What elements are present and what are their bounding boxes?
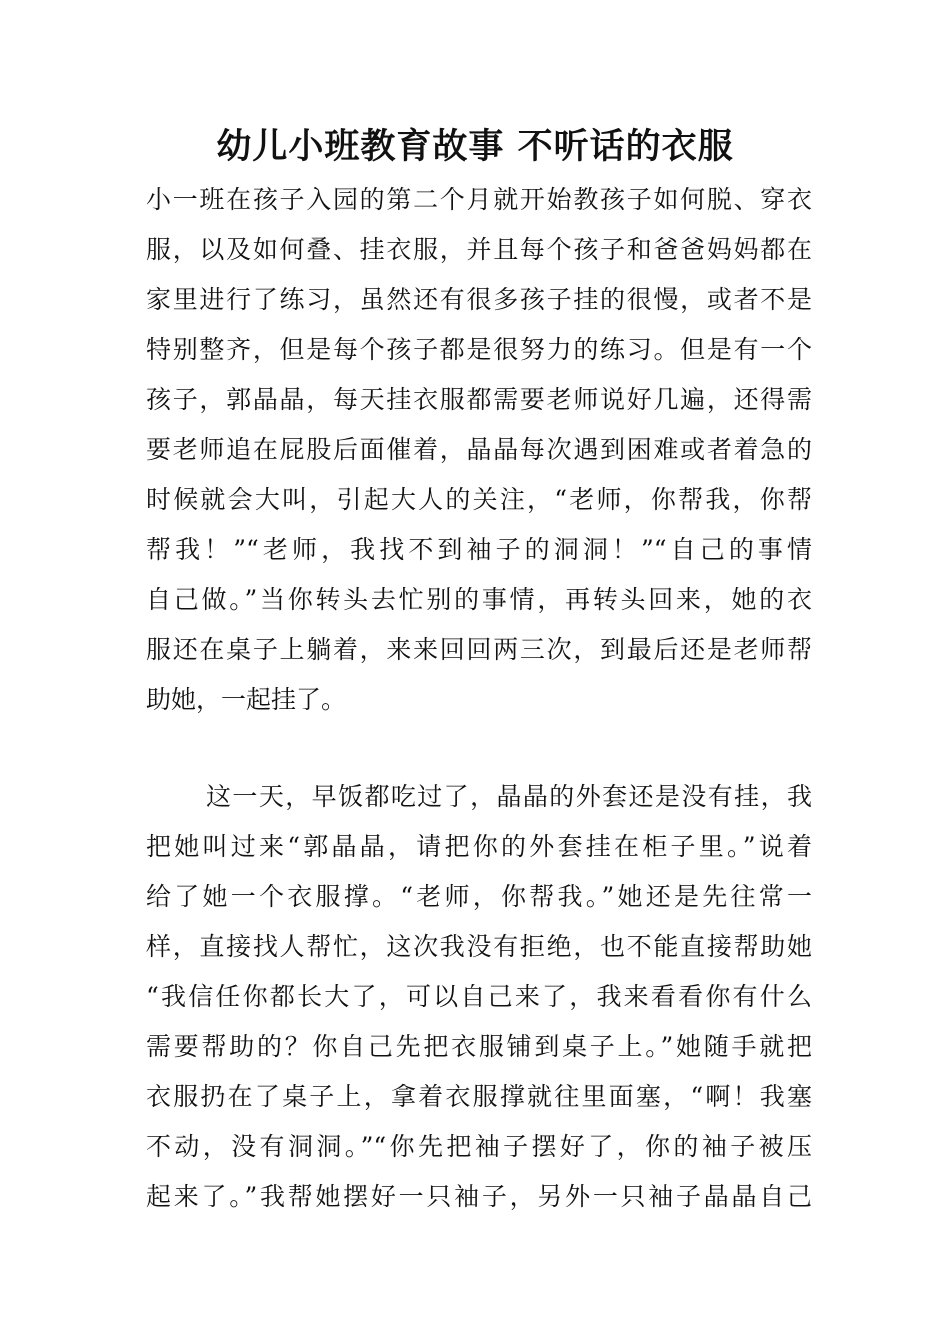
- document-title: 幼儿小班教育故事 不听话的衣服: [216, 127, 734, 167]
- paragraph-line: 时候就会大叫，引起大人的关注，“老师，你帮我，你帮: [146, 485, 812, 514]
- paragraph-line: 自己做。”当你转头去忙别的事情，再转头回来，她的衣: [146, 585, 812, 614]
- paragraph-line: 服还在桌子上躺着，来来回回两三次，到最后还是老师帮: [146, 635, 812, 664]
- paragraph-line: “我信任你都长大了，可以自己来了，我来看看你有什么: [146, 982, 812, 1011]
- paragraph-line: 帮我！”“老师，我找不到袖子的洞洞！”“自己的事情: [146, 535, 812, 564]
- paragraph-line: 给了她一个衣服撑。“老师，你帮我。”她还是先往常一: [146, 882, 812, 911]
- paragraph-line: 把她叫过来“郭晶晶，请把你的外套挂在柜子里。”说着: [146, 832, 812, 861]
- paragraph-line: 起来了。”我帮她摆好一只袖子，另外一只袖子晶晶自己: [146, 1182, 812, 1211]
- paragraph-line: 样，直接找人帮忙，这次我没有拒绝，也不能直接帮助她: [146, 932, 812, 961]
- paragraph-line: 小一班在孩子入园的第二个月就开始教孩子如何脱、穿衣: [146, 185, 812, 214]
- paragraph-2: [146, 772, 812, 1222]
- paragraph-line: 特别整齐，但是每个孩子都是很努力的练习。但是有一个: [146, 335, 812, 364]
- paragraph-line: 服，以及如何叠、挂衣服，并且每个孩子和爸爸妈妈都在: [146, 235, 812, 264]
- paragraph-line: 衣服扔在了桌子上，拿着衣服撑就往里面塞，“啊！我塞: [146, 1082, 812, 1111]
- paragraph-line: 需要帮助的？你自己先把衣服铺到桌子上。”她随手就把: [146, 1032, 812, 1061]
- paragraph-line: 这一天，早饭都吃过了，晶晶的外套还是没有挂，我: [206, 782, 812, 811]
- paragraph-1: [146, 175, 812, 725]
- paragraph-line: 不动，没有洞洞。”“你先把袖子摆好了，你的袖子被压: [146, 1132, 812, 1161]
- paragraph-line: 家里进行了练习，虽然还有很多孩子挂的很慢，或者不是: [146, 285, 812, 314]
- paragraph-line: 助她，一起挂了。: [146, 685, 347, 714]
- paragraph-line: 要老师追在屁股后面催着，晶晶每次遇到困难或者着急的: [146, 435, 812, 464]
- paragraph-line: 孩子，郭晶晶，每天挂衣服都需要老师说好几遍，还得需: [146, 385, 812, 414]
